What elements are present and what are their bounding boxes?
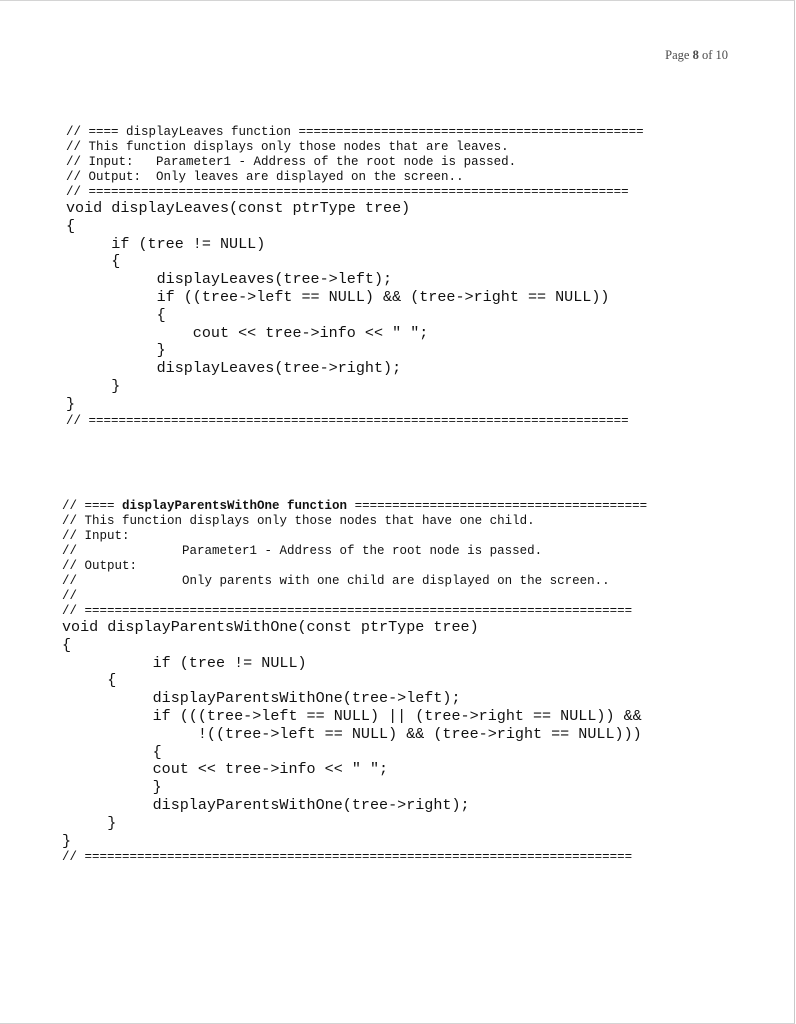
code-line: { — [62, 635, 72, 654]
heading-prefix: // ==== — [62, 499, 123, 513]
code-line: if (((tree->left == NULL) || (tree->right == NULL)) && — [62, 706, 642, 725]
code-line: displayParentsWithOne(tree->left); — [62, 689, 461, 708]
code-line: // Output: Only leaves are displayed on the screen.. — [66, 170, 464, 184]
code-line: // Parameter1 - Address of the root node is passed. — [62, 544, 543, 558]
code-line: !((tree->left == NULL) && (tree->right == NULL))) — [62, 724, 642, 743]
code-line: { — [66, 216, 76, 235]
code-line: // ========================================================================= — [62, 850, 633, 865]
page-of-label: of — [698, 48, 716, 62]
code-line: displayLeaves(tree->right); — [66, 359, 402, 378]
code-line: // Input: — [62, 529, 130, 543]
code-line: cout << tree->info << " "; — [62, 760, 389, 779]
code-line: if (tree != NULL) — [66, 234, 266, 253]
code-line: { — [62, 671, 117, 690]
code-heading-line — [62, 499, 647, 514]
display-parents-with-one-code-block — [62, 499, 647, 865]
code-line: // ========================================================================= — [62, 604, 633, 618]
code-line: } — [66, 376, 121, 395]
code-line: } — [66, 341, 166, 360]
code-line: { — [66, 305, 166, 324]
total-pages-number: 10 — [715, 48, 728, 62]
function-name-heading: displayParentsWithOne function — [122, 499, 348, 513]
heading-suffix: ======================================= — [347, 499, 648, 513]
code-line: displayParentsWithOne(tree->right); — [62, 795, 470, 814]
code-line: // Output: — [62, 559, 138, 573]
code-line: { — [62, 742, 162, 761]
code-line: if ((tree->left == NULL) && (tree->right == NULL)) — [66, 287, 610, 306]
code-line: { — [66, 252, 121, 271]
code-line: } — [66, 394, 76, 413]
code-line: void displayParentsWithOne(const ptrType tree) — [62, 618, 479, 636]
code-line: } — [62, 813, 117, 832]
code-line: } — [62, 831, 72, 850]
code-line: // ======================================================================== — [66, 185, 629, 199]
display-leaves-code-block — [66, 125, 644, 429]
code-line: if (tree != NULL) — [62, 653, 307, 672]
current-page-number: 8 — [692, 48, 699, 62]
code-line: void displayLeaves(const ptrType tree) — [66, 199, 411, 217]
code-line: // This function displays only those nodes that have one child. — [62, 514, 535, 528]
code-line: // ==== displayLeaves function ============================================== — [66, 125, 644, 139]
code-line: // Input: Parameter1 - Address of the root node is passed. — [66, 155, 517, 169]
code-line: // — [62, 589, 78, 603]
page-label: Page — [665, 48, 693, 62]
code-line: cout << tree->info << " "; — [66, 323, 429, 342]
page-number — [665, 48, 728, 63]
code-line: } — [62, 778, 162, 797]
code-line: displayLeaves(tree->left); — [66, 270, 393, 289]
code-line: // This function displays only those nodes that are leaves. — [66, 140, 509, 154]
code-line: // ======================================================================== — [66, 413, 629, 428]
code-line: // Only parents with one child are displayed on the screen.. — [62, 574, 610, 588]
